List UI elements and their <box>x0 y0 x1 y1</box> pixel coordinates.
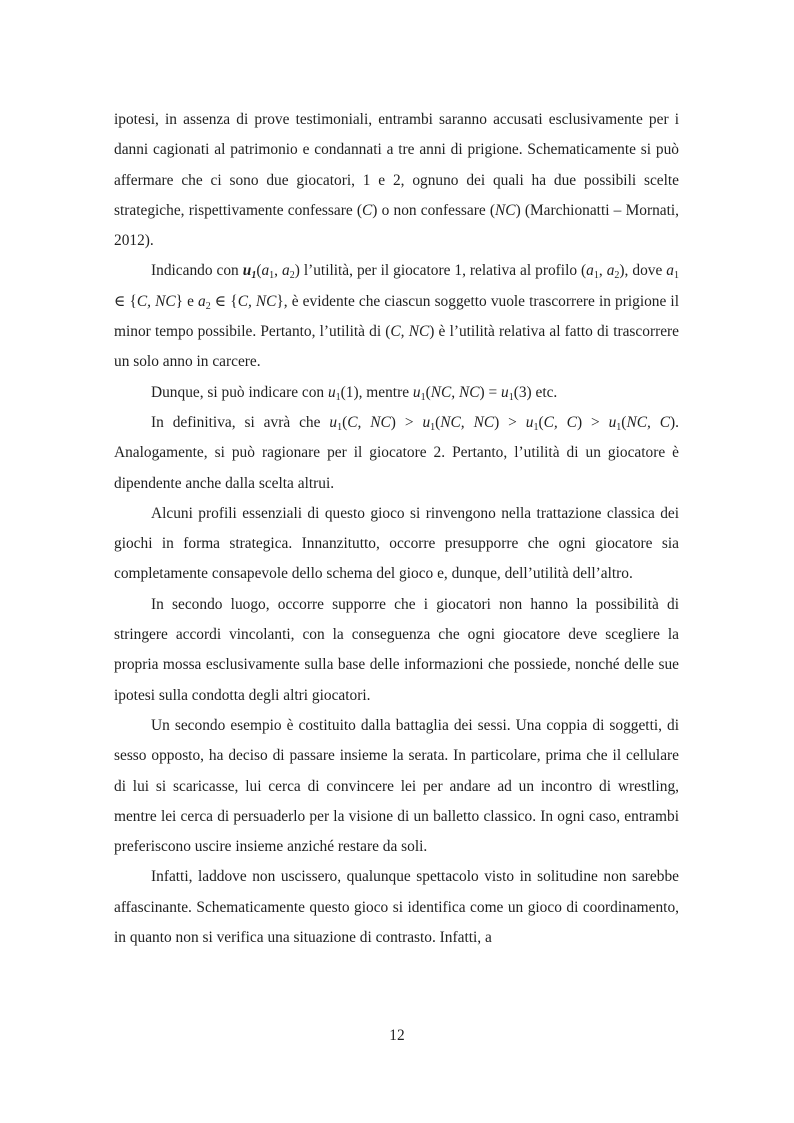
symbol-c: C <box>362 201 373 219</box>
paragraph-6: In secondo luogo, occorre supporre che i giocatori non hanno la possibilità di stringere accordi vincolanti, con la conseguenza che ogni giocatore deve scegliere la propria mossa esclusivamente sulla base delle informazioni che possiede, nonché delle sue ipotesi sulla condotta degli altri giocatori. <box>114 595 679 704</box>
paragraph-2: Indicando con $u_1(a_1$, $a_2$) l’utilità, per il giocatore 1, relativa al profilo ($a_1$, $a_2$), dove $a_1$ ∈ {C, NC} e $a_2$ ∈ {C, NC}, è evidente che ciascun soggetto vuole trascorrere in prigione il minor tempo possibile. Pertanto, l’utilità di (C, NC) è l’utilità relativa al fatto di trascorrere un solo anno in carcere. <box>114 262 679 371</box>
text-run: ) (Marchionatti – Mornati, 2012). <box>114 201 679 250</box>
paragraph-8: Infatti, laddove non uscissero, qualunque spettacolo visto in solitudine non sarebbe affascinante. Schematicamente questo gioco si identifica come un gioco di coordinamento, in quanto non si verifica una situazione di contrasto. Infatti, a <box>114 868 679 947</box>
paragraph-1 <box>114 105 679 256</box>
paragraph-5: Alcuni profili essenziali di questo gioco si rinvengono nella trattazione classica dei giochi in forma strategica. Innanzitutto, occorre presupporre che ogni giocatore sia completamente consapevole dello schema del gioco e, dunque, dell’utilità dell’altro. <box>114 504 679 583</box>
paragraph-4: In definitiva, si avrà che $u_1(C$, $NC) > u_1(NC$, $NC) > u_1(C$, $C) > u_1(NC$, C). Analogamente, si può ragionare per il giocatore 2. Pertanto, l’utilità di un giocatore è dipendente anche dalla scelta altrui. <box>114 413 679 492</box>
text-run: Indicando con <box>151 262 243 280</box>
paragraph-3: Dunque, si può indicare con $u_1(1)$, mentre $u_1(NC$, $NC) = u_1(3)$ etc. <box>151 383 558 403</box>
page-number: 12 <box>389 1027 405 1044</box>
text-run: ipotesi, in assenza di prove testimoniali, entrambi saranno accusati esclusivamente per i danni cagionati al patrimonio e condannati a tre anni di prigione. Schematicamente si può affermare che ci sono due giocatori, 1 e 2, ognuno dei quali ha due possibili scelte strategiche, rispettivamente confessare ( <box>114 111 679 219</box>
symbol-nc: NC <box>495 201 516 219</box>
text-run: ) o non confessare ( <box>372 201 496 219</box>
utility-symbol: $u_1$ <box>242 262 257 282</box>
paragraph-7: Un secondo esempio è costituito dalla battaglia dei sessi. Una coppia di soggetti, di sesso opposto, ha deciso di passare insieme la serata. In particolare, prima che il cellulare di lui si scaricasse, lui cerca di convincere lei per andare ad un incontro di wrestling, mentre lei cerca di persuaderlo per la visione di un balletto classico. In ogni caso, entrambi preferiscono uscire insieme anziché restare da soli. <box>114 716 679 856</box>
page-body <box>114 105 679 953</box>
